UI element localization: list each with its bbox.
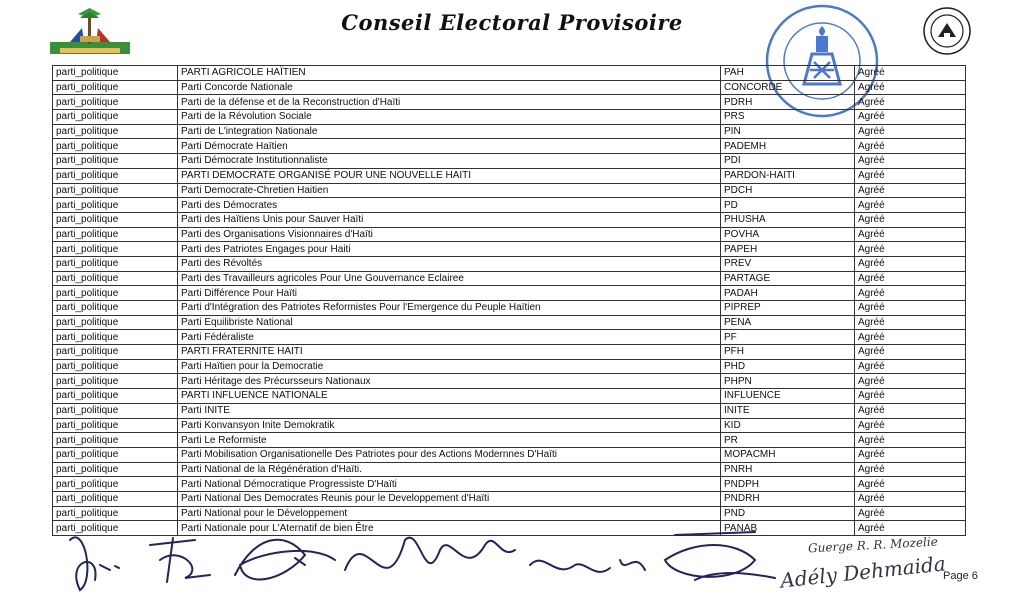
category-cell: parti_politique [53, 521, 178, 536]
party-name-cell: Parti National Démocratique Progressiste D'Haïti [178, 477, 721, 492]
status-cell: Agréé [855, 462, 966, 477]
acronym-cell: PNDPH [721, 477, 855, 492]
party-name-cell: Parti de L'integration Nationale [178, 124, 721, 139]
category-cell: parti_politique [53, 359, 178, 374]
table-row [53, 506, 966, 521]
category-cell: parti_politique [53, 477, 178, 492]
status-cell: Agréé [855, 301, 966, 316]
category-cell: parti_politique [53, 183, 178, 198]
table-row [53, 286, 966, 301]
acronym-cell: PD [721, 198, 855, 213]
status-cell: Agréé [855, 183, 966, 198]
category-cell: parti_politique [53, 256, 178, 271]
party-name-cell: Parti des Révoltés [178, 256, 721, 271]
party-name-cell: Parti des Travailleurs agricoles Pour Une Gouvernance Eclairee [178, 271, 721, 286]
category-cell: parti_politique [53, 433, 178, 448]
status-cell: Agréé [855, 389, 966, 404]
category-cell: parti_politique [53, 66, 178, 81]
party-name-cell: Parti Le Reformiste [178, 433, 721, 448]
category-cell: parti_politique [53, 271, 178, 286]
party-name-cell: Parti Concorde Nationale [178, 80, 721, 95]
acronym-cell: PNDRH [721, 491, 855, 506]
table-row [53, 433, 966, 448]
status-cell: Agréé [855, 506, 966, 521]
table-row [53, 256, 966, 271]
acronym-cell: KID [721, 418, 855, 433]
acronym-cell: PREV [721, 256, 855, 271]
category-cell: parti_politique [53, 154, 178, 169]
table-row [53, 124, 966, 139]
category-cell: parti_politique [53, 447, 178, 462]
category-cell: parti_politique [53, 345, 178, 360]
category-cell: parti_politique [53, 506, 178, 521]
table-row [53, 403, 966, 418]
acronym-cell: PARTAGE [721, 271, 855, 286]
party-name-cell: Parti de la défense et de la Reconstruction d'Haïti [178, 95, 721, 110]
table-row [53, 95, 966, 110]
table-row [53, 315, 966, 330]
cep-round-seal-logo [922, 6, 972, 56]
acronym-cell: PANAB [721, 521, 855, 536]
header-title: Conseil Electoral Provisoire [341, 10, 683, 35]
category-cell: parti_politique [53, 315, 178, 330]
acronym-cell: INFLUENCE [721, 389, 855, 404]
table-row [53, 462, 966, 477]
category-cell: parti_politique [53, 374, 178, 389]
signature-name-1: Guerge R. R. Mozelie [807, 534, 939, 556]
status-cell: Agréé [855, 154, 966, 169]
category-cell: parti_politique [53, 491, 178, 506]
status-cell: Agréé [855, 95, 966, 110]
acronym-cell: PIN [721, 124, 855, 139]
table-row [53, 389, 966, 404]
parties-table [52, 65, 966, 536]
status-cell: Agréé [855, 374, 966, 389]
party-name-cell: Parti Fédéraliste [178, 330, 721, 345]
status-cell: Agréé [855, 110, 966, 125]
category-cell: parti_politique [53, 301, 178, 316]
category-cell: parti_politique [53, 242, 178, 257]
status-cell: Agréé [855, 66, 966, 81]
table-row [53, 168, 966, 183]
acronym-cell: PADEMH [721, 139, 855, 154]
acronym-cell: PHD [721, 359, 855, 374]
status-cell: Agréé [855, 447, 966, 462]
status-cell: Agréé [855, 286, 966, 301]
table-row [53, 418, 966, 433]
table-row [53, 198, 966, 213]
status-cell: Agréé [855, 418, 966, 433]
status-cell: Agréé [855, 403, 966, 418]
acronym-cell: PAH [721, 66, 855, 81]
category-cell: parti_politique [53, 198, 178, 213]
party-name-cell: PARTI FRATERNITE HAITI [178, 345, 721, 360]
category-cell: parti_politique [53, 124, 178, 139]
page-number: Page 6 [943, 570, 978, 582]
table-row [53, 477, 966, 492]
category-cell: parti_politique [53, 212, 178, 227]
status-cell: Agréé [855, 242, 966, 257]
status-cell: Agréé [855, 315, 966, 330]
category-cell: parti_politique [53, 462, 178, 477]
table-row [53, 345, 966, 360]
category-cell: parti_politique [53, 286, 178, 301]
table-row [53, 154, 966, 169]
party-name-cell: Parti des Patriotes Engages pour Haiti [178, 242, 721, 257]
acronym-cell: PR [721, 433, 855, 448]
acronym-cell: PDRH [721, 95, 855, 110]
party-name-cell: Parti des Haïtiens Unis pour Sauver Haïti [178, 212, 721, 227]
party-name-cell: Parti Konvansyon Inite Demokratik [178, 418, 721, 433]
party-name-cell: Parti Democrate-Chretien Haitien [178, 183, 721, 198]
party-name-cell: Parti Mobilisation Organisationelle Des Patriotes pour des Actions Modernnes D'Haïti [178, 447, 721, 462]
haiti-coat-of-arms-logo [50, 4, 130, 56]
table-row [53, 271, 966, 286]
table-row [53, 139, 966, 154]
acronym-cell: INITE [721, 403, 855, 418]
status-cell: Agréé [855, 521, 966, 536]
party-name-cell: Parti Différence Pour Haïti [178, 286, 721, 301]
status-cell: Agréé [855, 271, 966, 286]
party-name-cell: Parti Héritage des Précursseurs Nationaux [178, 374, 721, 389]
acronym-cell: PADAH [721, 286, 855, 301]
acronym-cell: PIPREP [721, 301, 855, 316]
table-row [53, 212, 966, 227]
status-cell: Agréé [855, 227, 966, 242]
category-cell: parti_politique [53, 80, 178, 95]
acronym-cell: PDCH [721, 183, 855, 198]
party-name-cell: Parti Nationale pour L'Aternatif de bien Être [178, 521, 721, 536]
status-cell: Agréé [855, 345, 966, 360]
acronym-cell: PNRH [721, 462, 855, 477]
acronym-cell: CONCORDE [721, 80, 855, 95]
acronym-cell: POVHA [721, 227, 855, 242]
party-name-cell: Parti National pour le Développement [178, 506, 721, 521]
acronym-cell: PF [721, 330, 855, 345]
table-row [53, 183, 966, 198]
acronym-cell: PHUSHA [721, 212, 855, 227]
status-cell: Agréé [855, 168, 966, 183]
table-row [53, 301, 966, 316]
party-name-cell: Parti National de la Régénération d'Haïti. [178, 462, 721, 477]
table-row [53, 374, 966, 389]
category-cell: parti_politique [53, 418, 178, 433]
acronym-cell: PFH [721, 345, 855, 360]
party-name-cell: PARTI DEMOCRATE ORGANISÉ POUR UNE NOUVELLE HAITI [178, 168, 721, 183]
table-row [53, 110, 966, 125]
party-name-cell: Parti d'Intégration des Patriotes Reformistes Pour l'Emergence du Peuple Haïtien [178, 301, 721, 316]
category-cell: parti_politique [53, 330, 178, 345]
table-row [53, 359, 966, 374]
status-cell: Agréé [855, 491, 966, 506]
party-name-cell: Parti des Démocrates [178, 198, 721, 213]
status-cell: Agréé [855, 256, 966, 271]
party-name-cell: Parti des Organisations Visionnaires d'Haïti [178, 227, 721, 242]
party-name-cell: Parti Equilibriste National [178, 315, 721, 330]
signature-name-2: Adély Dehmaida [779, 551, 947, 593]
party-name-cell: Parti INITE [178, 403, 721, 418]
table-row [53, 80, 966, 95]
acronym-cell: PRS [721, 110, 855, 125]
party-name-cell: Parti National Des Democrates Reunis pour le Developpement d'Haïti [178, 491, 721, 506]
table-row [53, 491, 966, 506]
acronym-cell: PDI [721, 154, 855, 169]
party-name-cell: Parti Démocrate Institutionnaliste [178, 154, 721, 169]
category-cell: parti_politique [53, 403, 178, 418]
category-cell: parti_politique [53, 389, 178, 404]
status-cell: Agréé [855, 139, 966, 154]
status-cell: Agréé [855, 477, 966, 492]
party-name-cell: Parti Haïtien pour la Democratie [178, 359, 721, 374]
category-cell: parti_politique [53, 168, 178, 183]
party-name-cell: PARTI INFLUENCE NATIONALE [178, 389, 721, 404]
acronym-cell: PHPN [721, 374, 855, 389]
status-cell: Agréé [855, 359, 966, 374]
status-cell: Agréé [855, 80, 966, 95]
table-row [53, 447, 966, 462]
party-name-cell: PARTI AGRICOLE HAÏTIEN [178, 66, 721, 81]
status-cell: Agréé [855, 433, 966, 448]
table-row [53, 227, 966, 242]
status-cell: Agréé [855, 198, 966, 213]
party-name-cell: Parti de la Révolution Sociale [178, 110, 721, 125]
category-cell: parti_politique [53, 110, 178, 125]
category-cell: parti_politique [53, 139, 178, 154]
status-cell: Agréé [855, 330, 966, 345]
category-cell: parti_politique [53, 227, 178, 242]
signatures-area [55, 520, 955, 605]
table-row [53, 242, 966, 257]
party-name-cell: Parti Démocrate Haïtien [178, 139, 721, 154]
acronym-cell: PND [721, 506, 855, 521]
acronym-cell: MOPACMH [721, 447, 855, 462]
acronym-cell: PAPEH [721, 242, 855, 257]
status-cell: Agréé [855, 124, 966, 139]
category-cell: parti_politique [53, 95, 178, 110]
table-row [53, 330, 966, 345]
acronym-cell: PARDON-HAITI [721, 168, 855, 183]
status-cell: Agréé [855, 212, 966, 227]
acronym-cell: PENA [721, 315, 855, 330]
table-row [53, 66, 966, 81]
